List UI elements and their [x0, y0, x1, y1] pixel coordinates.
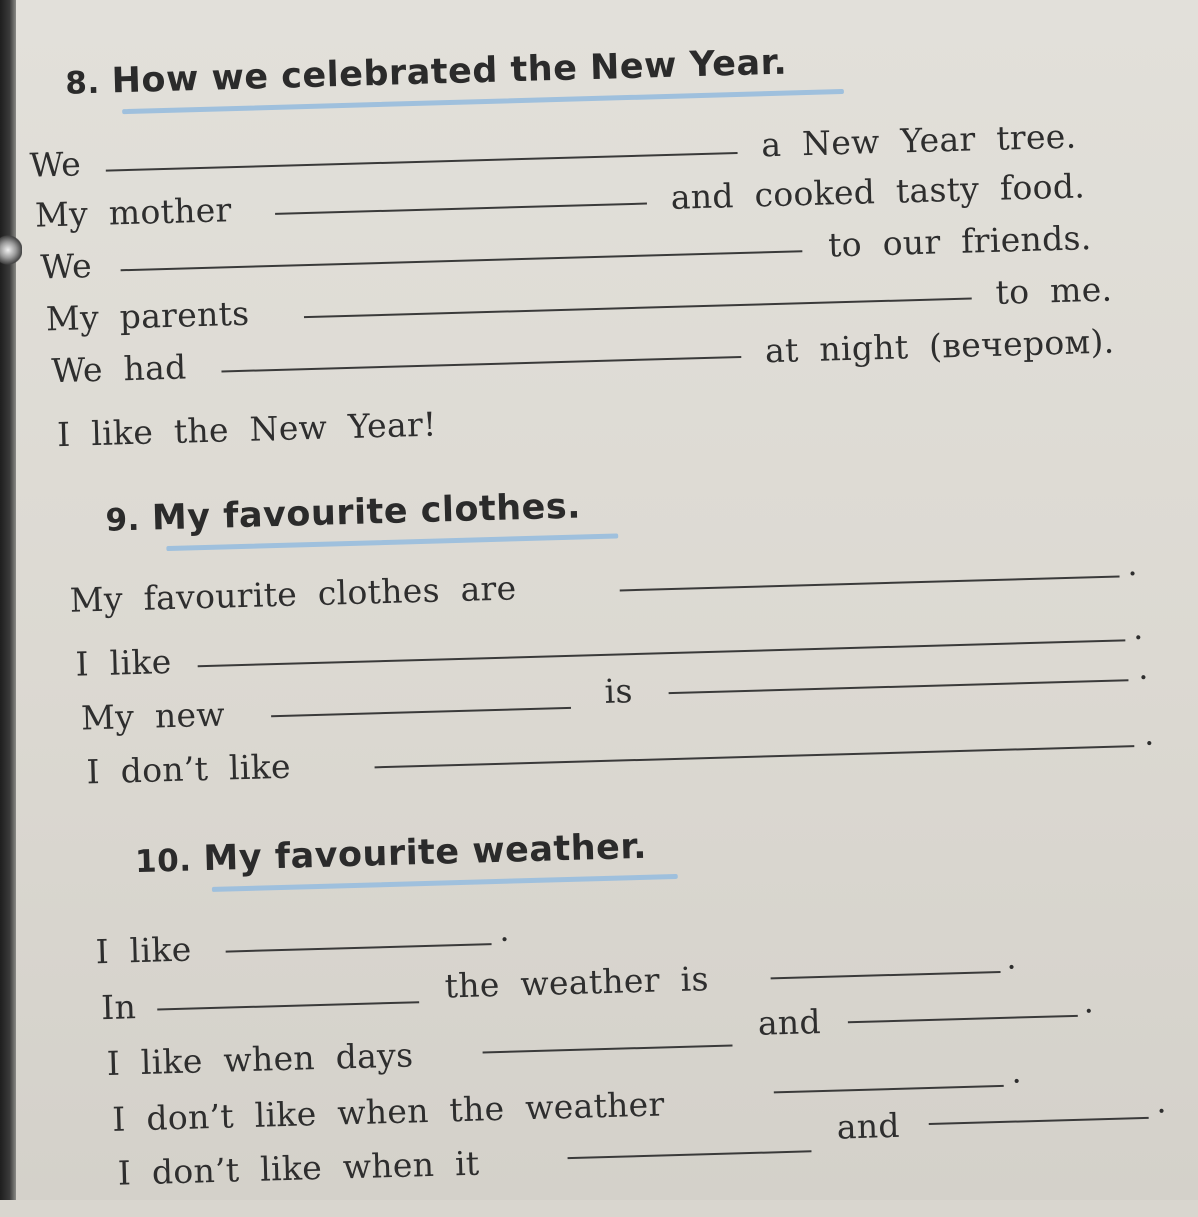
ex10-row4-blank[interactable]: [774, 1085, 1004, 1093]
ex9-row2-blank[interactable]: [198, 639, 1126, 667]
ex10-row2-end: .: [1005, 938, 1017, 977]
exercise-10-number: 10.: [134, 842, 193, 881]
ex8-row2-start: My mother: [34, 190, 233, 235]
ex10-row1-blank[interactable]: [226, 943, 492, 952]
ex9-row3-middle: is: [604, 671, 634, 711]
exercise-9-title: My favourite clothes.: [151, 486, 582, 539]
exercise-10-title: My favourite weather.: [202, 826, 648, 880]
ex9-row1-end: .: [1126, 544, 1138, 584]
exercise-10-heading: [135, 827, 648, 881]
ex9-row3-start: My new: [80, 694, 226, 738]
ex9-row1-blank[interactable]: [620, 575, 1120, 591]
exercise-9-heading: [105, 487, 581, 540]
ex10-row5-blank-a[interactable]: [568, 1150, 812, 1159]
ex9-row4-end: .: [1143, 714, 1155, 753]
ex8-row2-end: and cooked tasty food.: [670, 166, 1086, 217]
ex9-row3-blank-b[interactable]: [669, 679, 1129, 694]
ex8-row3-end: to our friends.: [827, 218, 1093, 265]
ex8-row1-start: We: [29, 144, 82, 185]
ex10-row3-start: I like when days: [106, 1035, 414, 1083]
ex10-row4-end: .: [1010, 1052, 1023, 1091]
ex10-row5-middle: and: [836, 1105, 901, 1147]
ex10-row2-blank-b[interactable]: [771, 971, 1001, 979]
exercise-8-number: 8.: [64, 64, 101, 102]
exercise-8-title: How we celebrated the New Year.: [111, 42, 788, 102]
ex8-row5-end: at night (вечером).: [764, 321, 1115, 371]
ex8-closing: I like the New Year!: [56, 404, 438, 455]
ex10-row2-blank-a[interactable]: [157, 1001, 419, 1010]
ex9-row2-start: I like: [75, 641, 173, 684]
ex9-row1-start: My favourite clothes are: [69, 568, 517, 620]
ex9-row3-blank-a[interactable]: [271, 707, 571, 717]
ex10-row5-blank-b[interactable]: [929, 1117, 1149, 1125]
ex9-row3-end: .: [1137, 648, 1149, 687]
ex8-row2-blank[interactable]: [275, 203, 647, 215]
ex8-row4-blank[interactable]: [304, 298, 972, 319]
ex10-row2-middle: the weather is: [444, 959, 710, 1006]
ex10-row3-middle: and: [757, 1002, 822, 1043]
ex10-row3-blank-b[interactable]: [848, 1015, 1078, 1023]
ex8-row5-start: We had: [50, 347, 187, 391]
ex10-row3-blank-a[interactable]: [483, 1044, 733, 1053]
ex9-row2-end: .: [1132, 608, 1144, 648]
ex10-row1-end: .: [498, 910, 510, 949]
ex10-row4-start: I don’t like when the weather: [111, 1084, 666, 1139]
ex8-row4-end: to me.: [995, 269, 1113, 312]
ex8-row1-blank[interactable]: [106, 152, 738, 172]
ex10-row5-end: .: [1155, 1082, 1167, 1121]
ex10-row5-start: I don’t like when it: [117, 1143, 480, 1193]
ex9-row4-start: I don’t like: [86, 746, 292, 792]
ex10-row2-start: In: [100, 987, 137, 1028]
ex9-row4-blank[interactable]: [375, 745, 1135, 768]
ex8-row5-blank[interactable]: [221, 356, 741, 373]
ex8-row4-start: My parents: [45, 293, 250, 339]
ex8-row3-start: We: [39, 246, 93, 287]
ex8-row3-blank[interactable]: [121, 250, 803, 271]
ex10-row3-end: .: [1082, 982, 1095, 1021]
exercise-9-number: 9.: [105, 501, 141, 539]
ex8-row1-end: a New Year tree.: [760, 116, 1077, 165]
ex10-row1-start: I like: [95, 929, 193, 972]
